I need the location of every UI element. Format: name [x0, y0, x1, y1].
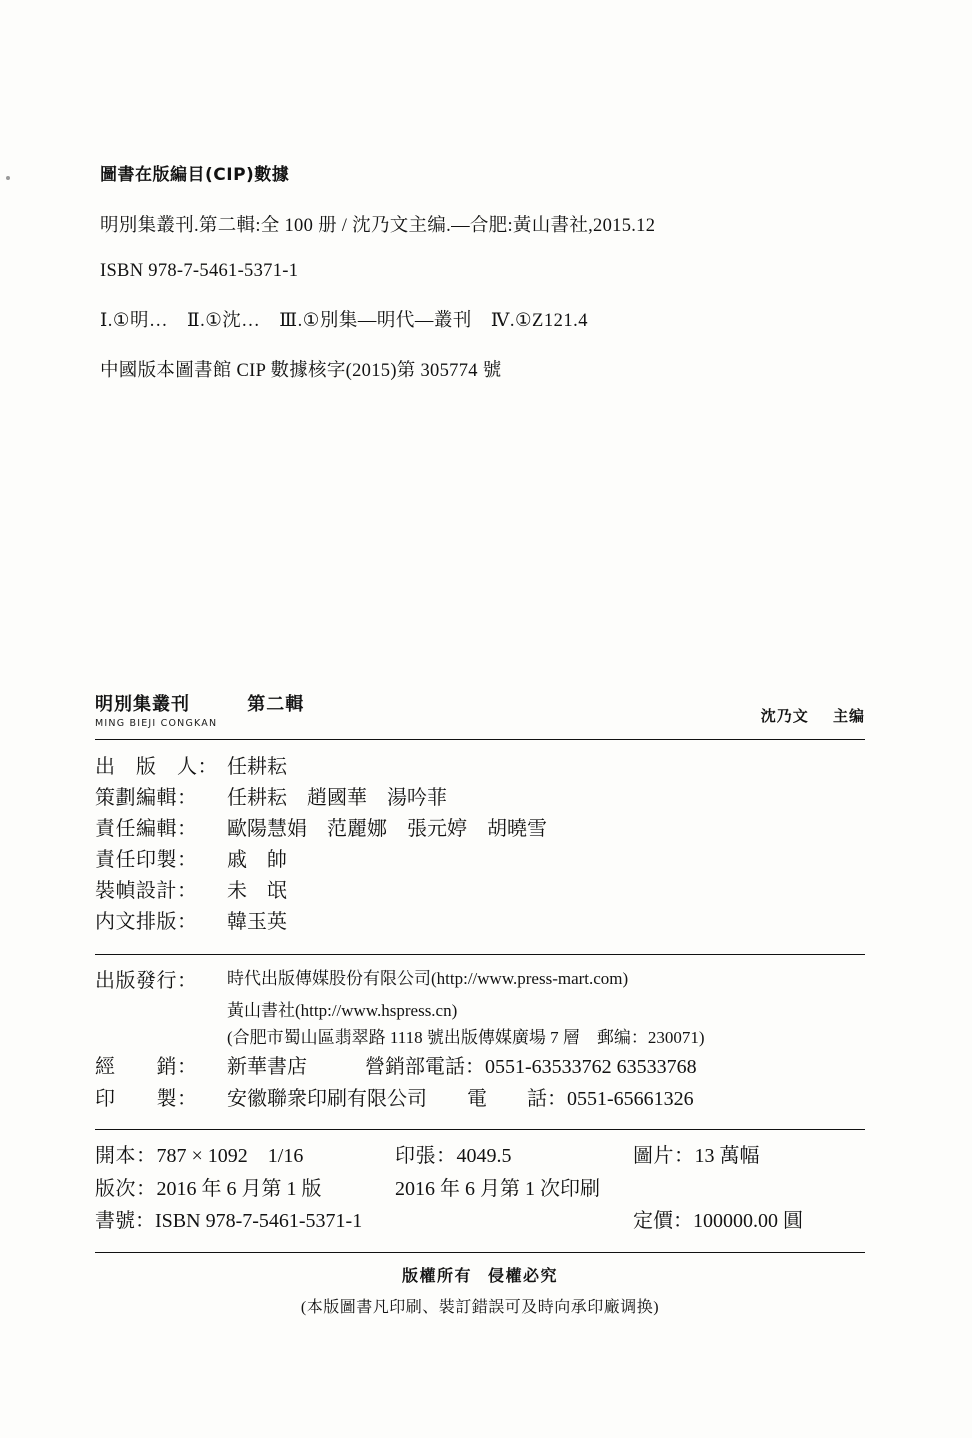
edition-label: 版次：	[95, 1177, 157, 1200]
spec-row-booknumber	[95, 1205, 865, 1237]
copyright-enforcement: 侵權必究	[488, 1265, 559, 1285]
publisher-block	[95, 955, 865, 1123]
printing-cell	[395, 1173, 865, 1205]
defect-exchange-note: (本版圖書凡印刷、裝訂錯誤可及時向承印廠调换)	[300, 1298, 660, 1316]
divider-bottom	[95, 1252, 865, 1253]
series-title: 明別集叢刊	[95, 694, 190, 715]
publisher-label: 出版發行：	[95, 970, 198, 992]
spec-row-edition	[95, 1173, 865, 1205]
cip-cataloging-number: 中國版本圖書館 CIP 數據核字(2015)第 305774 號	[100, 361, 502, 381]
staff-row	[95, 783, 865, 814]
format-cell	[95, 1140, 395, 1172]
booknumber-label: 書號：	[95, 1210, 155, 1233]
chief-editor-role: 主编	[832, 707, 865, 725]
colophon-series-group	[95, 690, 304, 729]
staff-label: 出 版 人：	[95, 756, 218, 778]
colophon-header	[95, 690, 865, 733]
cip-block	[100, 160, 800, 406]
price-cell	[633, 1205, 803, 1237]
sales-phone-label: 營銷部電話：	[365, 1056, 485, 1079]
edition-cell	[95, 1173, 395, 1205]
booknumber-value: ISBN 978-7-5461-5371-1	[155, 1210, 363, 1233]
printer-phone-value: 0551-65661326	[567, 1088, 694, 1111]
images-label: 圖片：	[633, 1145, 695, 1168]
specs-block	[95, 1130, 865, 1245]
images-cell	[633, 1140, 865, 1172]
staff-value: 任耕耘 趙國華 湯吟菲	[227, 787, 447, 809]
printer-value: 安徽聯衆印刷有限公司	[227, 1088, 427, 1111]
chief-editor-group	[761, 705, 865, 729]
series-title-pinyin: MING BIEJI CONGKAN	[95, 718, 218, 729]
staff-label: 責任印製：	[95, 849, 198, 871]
spine-dot-mark	[6, 176, 10, 180]
staff-value: 韓玉英	[227, 911, 287, 933]
format-value: 787 × 1092 1/16	[156, 1145, 304, 1168]
colophon-block	[95, 690, 865, 1317]
staff-row	[95, 752, 865, 783]
staff-label: 内文排版：	[95, 911, 198, 933]
cip-heading: 圖書在版編目(CIP)數據	[100, 165, 290, 185]
staff-row	[95, 907, 865, 938]
staff-row	[95, 876, 865, 907]
publisher-imprint: 黃山書社(http://www.hspress.cn)	[227, 1001, 458, 1020]
publisher-company: 時代出版傳媒股份有限公司(http://www.press-mart.com)	[227, 969, 629, 988]
series-volume: 第二輯	[247, 694, 305, 715]
printing-value: 2016 年 6 月第 1 次印刷	[395, 1177, 600, 1200]
distribution-value: 新華書店	[227, 1056, 307, 1079]
copyright-notice	[95, 1263, 865, 1286]
cip-title-line: 明別集叢刊.第二輯:全 100 册 / 沈乃文主编.—合肥:黃山書社,2015.12	[100, 216, 656, 236]
distribution-row	[95, 1051, 865, 1083]
staff-label: 責任編輯：	[95, 818, 198, 840]
price-value: 100000.00 圓	[693, 1210, 803, 1233]
staff-value: 歐陽慧娟 范麗娜 張元婷 胡曉雪	[227, 818, 547, 840]
cip-isbn: ISBN 978-7-5461-5371-1	[100, 261, 299, 281]
staff-list	[95, 740, 865, 948]
staff-row	[95, 845, 865, 876]
staff-value: 任耕耘	[227, 756, 287, 778]
distribution-label: 經 銷：	[95, 1056, 198, 1079]
price-label: 定價：	[633, 1210, 693, 1233]
staff-label: 策劃編輯：	[95, 787, 198, 809]
cip-classification: Ⅰ.①明… Ⅱ.①沈… Ⅲ.①別集—明代—叢刊 Ⅳ.①Z121.4	[100, 311, 588, 331]
printer-phone-label: 電 話：	[467, 1088, 567, 1111]
format-label: 開本：	[95, 1145, 157, 1168]
sheets-label: 印張：	[395, 1145, 457, 1168]
staff-value: 戚 帥	[227, 849, 287, 871]
images-value: 13 萬幅	[694, 1145, 760, 1168]
booknumber-cell	[95, 1205, 633, 1237]
publisher-row	[95, 965, 865, 997]
staff-value: 未 氓	[227, 880, 287, 902]
sheets-value: 4049.5	[456, 1145, 512, 1168]
chief-editor-name: 沈乃文	[760, 707, 809, 725]
staff-row	[95, 814, 865, 845]
staff-label: 裝幀設計：	[95, 880, 198, 902]
sheets-cell	[395, 1140, 633, 1172]
edition-value: 2016 年 6 月第 1 版	[156, 1177, 322, 1200]
printer-row	[95, 1083, 865, 1115]
spec-row-format	[95, 1140, 865, 1172]
copyright-footer	[95, 1263, 865, 1317]
printer-label: 印 製：	[95, 1088, 198, 1111]
sales-phone-value: 0551-63533762 63533768	[485, 1056, 697, 1079]
copyright-reserved: 版權所有	[401, 1265, 472, 1285]
publisher-address: (合肥市蜀山區翡翠路 1118 號出版傳媒廣場 7 層 郵编：230071)	[227, 1028, 705, 1048]
